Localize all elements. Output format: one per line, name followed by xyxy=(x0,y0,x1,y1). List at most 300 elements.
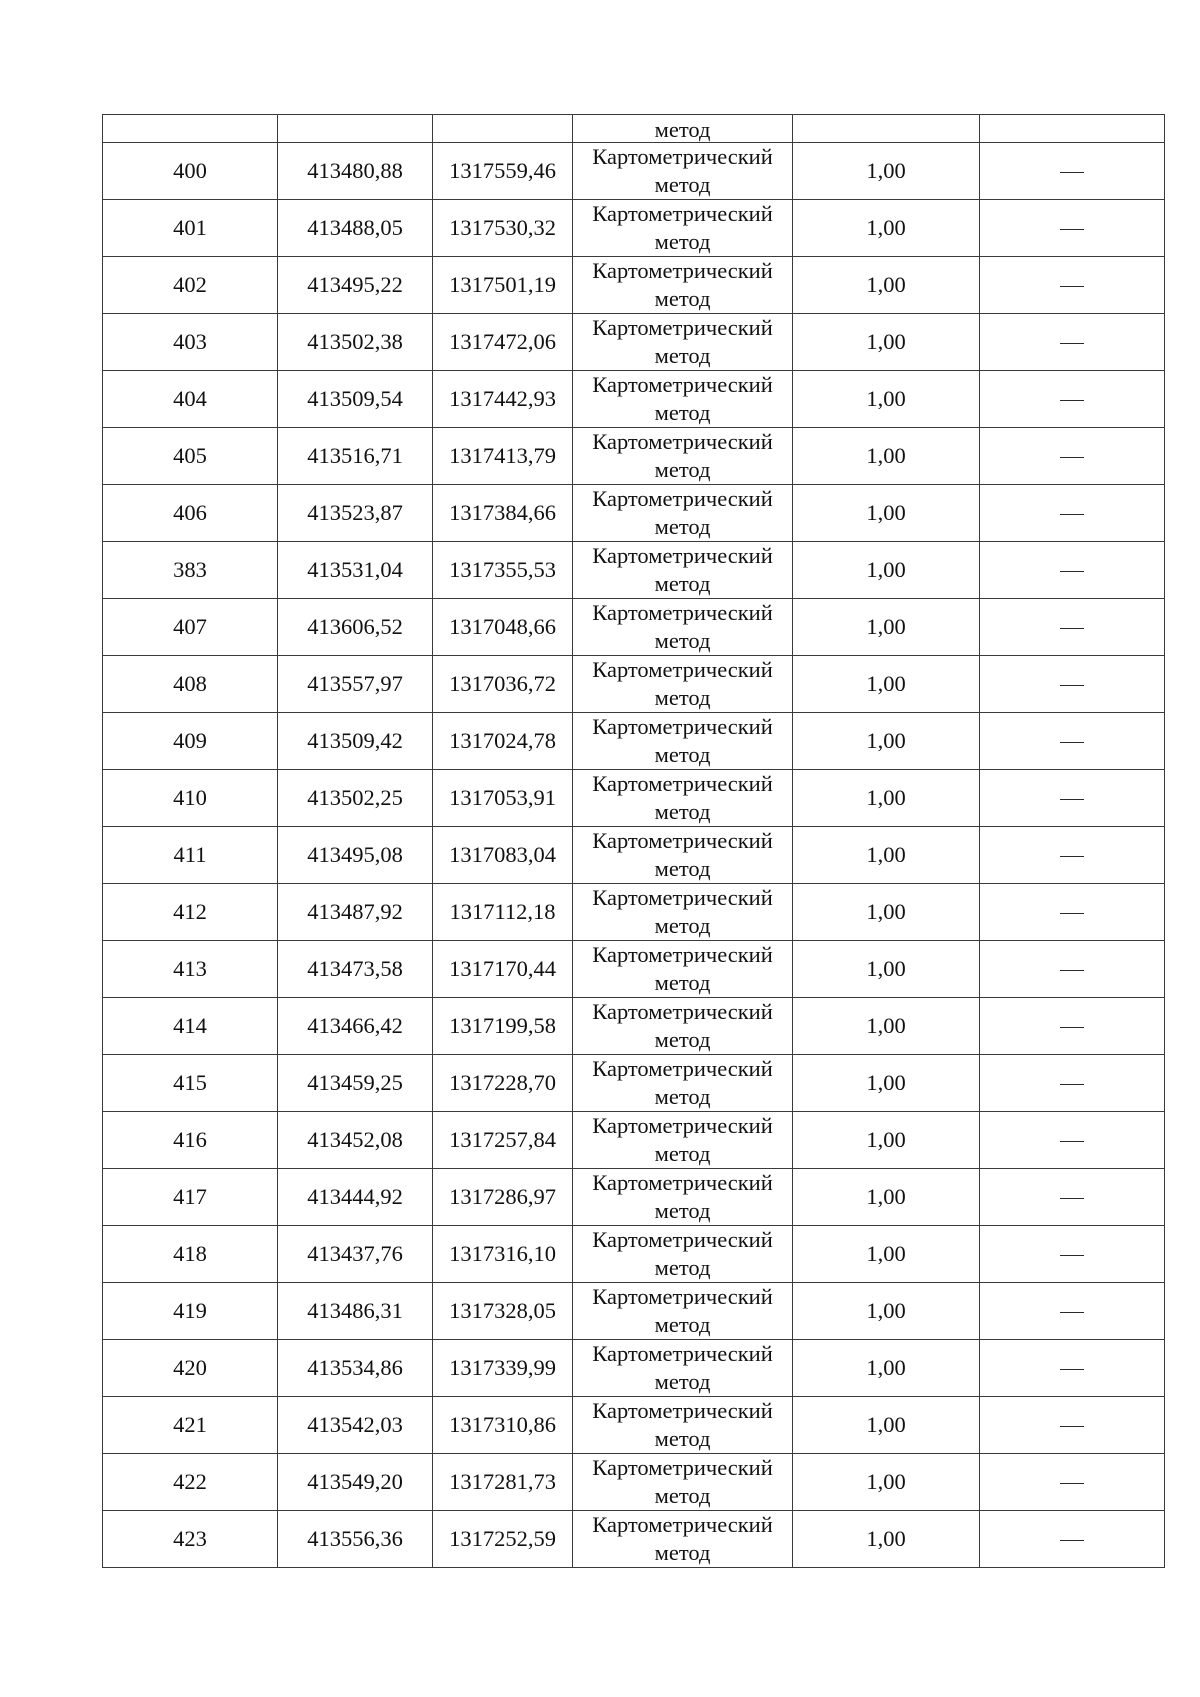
point-number: 414 xyxy=(173,1013,207,1038)
x-cell xyxy=(278,941,433,998)
dash-mark xyxy=(1060,571,1084,572)
point-cell xyxy=(103,314,278,371)
table-row xyxy=(103,1112,1165,1169)
method-line-2: метод xyxy=(654,571,711,596)
method-cell xyxy=(573,656,793,713)
method-cell xyxy=(573,314,793,371)
x-cell xyxy=(278,998,433,1055)
dash-mark xyxy=(1060,1312,1084,1313)
method-line-1: Картометрический xyxy=(592,486,773,511)
y-cell xyxy=(433,941,573,998)
method-cell xyxy=(573,1169,793,1226)
accuracy-value: 1,00 xyxy=(866,842,906,867)
table-row xyxy=(103,200,1165,257)
method-cell xyxy=(573,257,793,314)
x-cell xyxy=(278,1454,433,1511)
method-line-1: Картометрический xyxy=(592,1398,773,1423)
point-cell xyxy=(103,1112,278,1169)
method-line-1: Картометрический xyxy=(592,201,773,226)
table-row xyxy=(103,713,1165,770)
accuracy-value: 1,00 xyxy=(866,557,906,582)
table-body xyxy=(103,115,1165,1568)
y-coordinate: 1317310,86 xyxy=(449,1412,556,1437)
note-cell xyxy=(980,314,1165,371)
method-line-1: Картометрический xyxy=(592,372,773,397)
dash-mark xyxy=(1060,742,1084,743)
y-cell xyxy=(433,314,573,371)
point-number: 418 xyxy=(173,1241,207,1266)
point-cell xyxy=(103,1283,278,1340)
x-cell xyxy=(278,1169,433,1226)
method-text xyxy=(573,314,792,370)
point-cell xyxy=(103,542,278,599)
point-number: 408 xyxy=(173,671,207,696)
accuracy-value: 1,00 xyxy=(866,899,906,924)
method-text xyxy=(573,1340,792,1396)
point-number: 419 xyxy=(173,1298,207,1323)
method-line-2: метод xyxy=(654,970,711,995)
point-number: 400 xyxy=(173,158,207,183)
note-cell xyxy=(980,428,1165,485)
x-cell xyxy=(278,428,433,485)
x-coordinate: 413557,97 xyxy=(307,671,403,696)
table-row xyxy=(103,1511,1165,1568)
x-cell xyxy=(278,770,433,827)
method-cell xyxy=(573,1340,793,1397)
method-text xyxy=(573,542,792,598)
table-row xyxy=(103,1055,1165,1112)
table-row xyxy=(103,143,1165,200)
method-cell xyxy=(573,827,793,884)
point-cell xyxy=(103,1511,278,1568)
point-cell xyxy=(103,257,278,314)
x-cell xyxy=(278,1283,433,1340)
accuracy-value: 1,00 xyxy=(866,158,906,183)
method-text xyxy=(573,599,792,655)
y-coordinate: 1317048,66 xyxy=(449,614,556,639)
y-cell xyxy=(433,115,573,143)
x-cell xyxy=(278,827,433,884)
x-cell xyxy=(278,1340,433,1397)
point-cell xyxy=(103,1340,278,1397)
accuracy-cell xyxy=(793,656,980,713)
y-cell xyxy=(433,485,573,542)
table-row xyxy=(103,827,1165,884)
point-cell xyxy=(103,884,278,941)
dash-mark xyxy=(1060,1141,1084,1142)
method-line-1: Картометрический xyxy=(592,942,773,967)
accuracy-value: 1,00 xyxy=(866,1184,906,1209)
method-cell xyxy=(573,115,793,143)
method-line-2: метод xyxy=(654,742,711,767)
method-line-2: метод xyxy=(654,229,711,254)
x-cell xyxy=(278,884,433,941)
x-coordinate: 413556,36 xyxy=(307,1526,403,1551)
accuracy-value: 1,00 xyxy=(866,956,906,981)
accuracy-cell xyxy=(793,257,980,314)
accuracy-value: 1,00 xyxy=(866,443,906,468)
y-coordinate: 1317199,58 xyxy=(449,1013,556,1038)
y-coordinate: 1317339,99 xyxy=(449,1355,556,1380)
y-cell xyxy=(433,371,573,428)
table-row xyxy=(103,770,1165,827)
method-line-2: метод xyxy=(654,1483,711,1508)
method-line-2: метод xyxy=(654,1426,711,1451)
point-cell xyxy=(103,998,278,1055)
table-row xyxy=(103,542,1165,599)
method-line-2: метод xyxy=(654,400,711,425)
dash-mark xyxy=(1060,229,1084,230)
method-line-1: Картометрический xyxy=(592,999,773,1024)
y-cell xyxy=(433,428,573,485)
y-coordinate: 1317112,18 xyxy=(449,899,556,924)
method-cell xyxy=(573,1397,793,1454)
y-coordinate: 1317228,70 xyxy=(449,1070,556,1095)
y-coordinate: 1317559,46 xyxy=(449,158,556,183)
point-cell xyxy=(103,143,278,200)
table-row xyxy=(103,1226,1165,1283)
note-cell xyxy=(980,1055,1165,1112)
note-cell xyxy=(980,998,1165,1055)
x-cell xyxy=(278,143,433,200)
accuracy-cell xyxy=(793,827,980,884)
y-coordinate: 1317053,91 xyxy=(449,785,556,810)
x-cell xyxy=(278,599,433,656)
note-cell xyxy=(980,770,1165,827)
y-cell xyxy=(433,542,573,599)
y-cell xyxy=(433,1340,573,1397)
x-coordinate: 413542,03 xyxy=(307,1412,403,1437)
table-row xyxy=(103,428,1165,485)
note-cell xyxy=(980,1283,1165,1340)
method-cell xyxy=(573,1283,793,1340)
method-cell xyxy=(573,1226,793,1283)
method-line-1: Картометрический xyxy=(592,1341,773,1366)
method-line-2: метод xyxy=(654,1369,711,1394)
note-cell xyxy=(980,1226,1165,1283)
method-line-2: метод xyxy=(654,799,711,824)
point-cell xyxy=(103,200,278,257)
note-cell xyxy=(980,941,1165,998)
method-text xyxy=(573,257,792,313)
point-cell xyxy=(103,1397,278,1454)
y-coordinate: 1317355,53 xyxy=(449,557,556,582)
method-line-1: Картометрический xyxy=(592,429,773,454)
y-cell xyxy=(433,770,573,827)
method-line-1: Картометрический xyxy=(592,1512,773,1537)
accuracy-value: 1,00 xyxy=(866,386,906,411)
point-cell xyxy=(103,827,278,884)
accuracy-cell xyxy=(793,1055,980,1112)
accuracy-cell xyxy=(793,371,980,428)
point-cell xyxy=(103,1169,278,1226)
x-coordinate: 413495,08 xyxy=(307,842,403,867)
accuracy-cell xyxy=(793,1112,980,1169)
x-cell xyxy=(278,1397,433,1454)
x-coordinate: 413466,42 xyxy=(307,1013,403,1038)
method-line-1: Картометрический xyxy=(592,315,773,340)
point-number: 422 xyxy=(173,1469,207,1494)
y-cell xyxy=(433,1283,573,1340)
y-coordinate: 1317530,32 xyxy=(449,215,556,240)
y-cell xyxy=(433,1112,573,1169)
accuracy-cell xyxy=(793,428,980,485)
y-coordinate: 1317257,84 xyxy=(449,1127,556,1152)
x-cell xyxy=(278,371,433,428)
table-row xyxy=(103,485,1165,542)
accuracy-value: 1,00 xyxy=(866,1070,906,1095)
point-cell xyxy=(103,941,278,998)
accuracy-cell xyxy=(793,1226,980,1283)
method-cell xyxy=(573,143,793,200)
method-line-1: Картометрический xyxy=(592,258,773,283)
accuracy-cell xyxy=(793,1397,980,1454)
dash-mark xyxy=(1060,1255,1084,1256)
point-cell xyxy=(103,1454,278,1511)
y-cell xyxy=(433,1226,573,1283)
y-coordinate: 1317328,05 xyxy=(449,1298,556,1323)
x-coordinate: 413523,87 xyxy=(307,500,403,525)
accuracy-value: 1,00 xyxy=(866,329,906,354)
method-text xyxy=(573,1169,792,1225)
y-coordinate: 1317472,06 xyxy=(449,329,556,354)
y-coordinate: 1317442,93 xyxy=(449,386,556,411)
y-cell xyxy=(433,200,573,257)
dash-mark xyxy=(1060,799,1084,800)
method-line-2: метод xyxy=(654,1084,711,1109)
method-text xyxy=(573,1511,792,1567)
y-coordinate: 1317036,72 xyxy=(449,671,556,696)
method-cell xyxy=(573,371,793,428)
point-number: 417 xyxy=(173,1184,207,1209)
method-line-2: метод xyxy=(654,514,711,539)
y-cell xyxy=(433,257,573,314)
x-cell xyxy=(278,1226,433,1283)
table-row xyxy=(103,941,1165,998)
method-line-2: метод xyxy=(654,172,711,197)
dash-mark xyxy=(1060,970,1084,971)
coordinates-table xyxy=(102,114,1165,1568)
accuracy-value: 1,00 xyxy=(866,1469,906,1494)
y-coordinate: 1317501,19 xyxy=(449,272,556,297)
y-coordinate: 1317252,59 xyxy=(449,1526,556,1551)
method-line-1: Картометрический xyxy=(592,1056,773,1081)
note-cell xyxy=(980,371,1165,428)
method-line-1: Картометрический xyxy=(592,714,773,739)
method-cell xyxy=(573,770,793,827)
accuracy-value: 1,00 xyxy=(866,1298,906,1323)
method-text xyxy=(573,485,792,541)
accuracy-cell xyxy=(793,143,980,200)
accuracy-cell xyxy=(793,1169,980,1226)
dash-mark xyxy=(1060,400,1084,401)
method-line-1: Картометрический xyxy=(592,144,773,169)
method-cell xyxy=(573,713,793,770)
dash-mark xyxy=(1060,457,1084,458)
method-line-2: метод xyxy=(654,685,711,710)
accuracy-cell xyxy=(793,115,980,143)
point-number: 413 xyxy=(173,956,207,981)
table-row xyxy=(103,656,1165,713)
accuracy-cell xyxy=(793,770,980,827)
accuracy-value: 1,00 xyxy=(866,1412,906,1437)
point-number: 412 xyxy=(173,899,207,924)
y-cell xyxy=(433,827,573,884)
note-cell xyxy=(980,1397,1165,1454)
method-line-1: Картометрический xyxy=(592,828,773,853)
method-text xyxy=(573,371,792,427)
note-cell xyxy=(980,599,1165,656)
method-line-2: метод xyxy=(654,1540,711,1565)
table-row xyxy=(103,1169,1165,1226)
method-text xyxy=(573,143,792,199)
point-cell xyxy=(103,770,278,827)
dash-mark xyxy=(1060,1540,1084,1541)
x-coordinate: 413534,86 xyxy=(307,1355,403,1380)
x-coordinate: 413437,76 xyxy=(307,1241,403,1266)
table-row xyxy=(103,314,1165,371)
point-number: 403 xyxy=(173,329,207,354)
y-cell xyxy=(433,1055,573,1112)
dash-mark xyxy=(1060,856,1084,857)
x-coordinate: 413502,38 xyxy=(307,329,403,354)
table-row xyxy=(103,1340,1165,1397)
point-number: 407 xyxy=(173,614,207,639)
point-cell xyxy=(103,1226,278,1283)
point-cell xyxy=(103,1055,278,1112)
accuracy-cell xyxy=(793,713,980,770)
method-text xyxy=(573,428,792,484)
x-cell xyxy=(278,656,433,713)
note-cell xyxy=(980,713,1165,770)
point-number: 406 xyxy=(173,500,207,525)
method-cell xyxy=(573,1055,793,1112)
accuracy-value: 1,00 xyxy=(866,614,906,639)
point-number: 404 xyxy=(173,386,207,411)
y-cell xyxy=(433,998,573,1055)
dash-mark xyxy=(1060,913,1084,914)
y-cell xyxy=(433,656,573,713)
note-cell xyxy=(980,485,1165,542)
method-text: метод xyxy=(654,117,711,142)
x-coordinate: 413495,22 xyxy=(307,272,403,297)
point-cell xyxy=(103,599,278,656)
method-line-1: Картометрический xyxy=(592,543,773,568)
dash-mark xyxy=(1060,172,1084,173)
x-cell xyxy=(278,200,433,257)
x-coordinate: 413502,25 xyxy=(307,785,403,810)
point-number: 421 xyxy=(173,1412,207,1437)
accuracy-value: 1,00 xyxy=(866,1013,906,1038)
method-cell xyxy=(573,428,793,485)
point-cell xyxy=(103,656,278,713)
method-line-1: Картометрический xyxy=(592,1284,773,1309)
note-cell xyxy=(980,1169,1165,1226)
x-cell xyxy=(278,485,433,542)
method-line-2: метод xyxy=(654,913,711,938)
note-cell xyxy=(980,827,1165,884)
accuracy-value: 1,00 xyxy=(866,272,906,297)
note-cell xyxy=(980,143,1165,200)
method-line-2: метод xyxy=(654,457,711,482)
x-coordinate: 413452,08 xyxy=(307,1127,403,1152)
dash-mark xyxy=(1060,628,1084,629)
note-cell xyxy=(980,884,1165,941)
x-coordinate: 413509,42 xyxy=(307,728,403,753)
dash-mark xyxy=(1060,1369,1084,1370)
method-line-2: метод xyxy=(654,1027,711,1052)
method-line-1: Картометрический xyxy=(592,1227,773,1252)
dash-mark xyxy=(1060,685,1084,686)
accuracy-cell xyxy=(793,542,980,599)
method-cell xyxy=(573,1112,793,1169)
method-text xyxy=(573,1226,792,1282)
method-text xyxy=(573,884,792,940)
method-text xyxy=(573,656,792,712)
y-cell xyxy=(433,1397,573,1454)
accuracy-cell xyxy=(793,1340,980,1397)
x-coordinate: 413509,54 xyxy=(307,386,403,411)
method-text xyxy=(573,998,792,1054)
method-text xyxy=(573,1454,792,1510)
x-cell xyxy=(278,1112,433,1169)
note-cell xyxy=(980,542,1165,599)
method-cell xyxy=(573,542,793,599)
method-text xyxy=(573,1397,792,1453)
note-cell xyxy=(980,1511,1165,1568)
accuracy-cell xyxy=(793,1511,980,1568)
y-cell xyxy=(433,143,573,200)
method-line-1: Картометрический xyxy=(592,1455,773,1480)
x-coordinate: 413480,88 xyxy=(307,158,403,183)
table-row xyxy=(103,1397,1165,1454)
x-coordinate: 413459,25 xyxy=(307,1070,403,1095)
y-coordinate: 1317083,04 xyxy=(449,842,556,867)
table-row xyxy=(103,1454,1165,1511)
point-cell xyxy=(103,371,278,428)
point-number: 416 xyxy=(173,1127,207,1152)
x-cell xyxy=(278,314,433,371)
method-line-2: метод xyxy=(654,1312,711,1337)
point-number: 409 xyxy=(173,728,207,753)
table-row xyxy=(103,884,1165,941)
y-coordinate: 1317286,97 xyxy=(449,1184,556,1209)
y-cell xyxy=(433,884,573,941)
point-cell xyxy=(103,428,278,485)
accuracy-value: 1,00 xyxy=(866,1241,906,1266)
dash-mark xyxy=(1060,1426,1084,1427)
point-cell xyxy=(103,485,278,542)
table-row xyxy=(103,257,1165,314)
point-number: 415 xyxy=(173,1070,207,1095)
method-cell xyxy=(573,485,793,542)
dash-mark xyxy=(1060,514,1084,515)
method-line-2: метод xyxy=(654,1198,711,1223)
method-text xyxy=(573,1055,792,1111)
method-line-2: метод xyxy=(654,343,711,368)
x-cell xyxy=(278,1511,433,1568)
method-line-1: Картометрический xyxy=(592,1170,773,1195)
dash-mark xyxy=(1060,343,1084,344)
y-cell xyxy=(433,1454,573,1511)
method-line-1: Картометрический xyxy=(592,771,773,796)
method-line-1: Картометрический xyxy=(592,600,773,625)
method-cell xyxy=(573,200,793,257)
x-coordinate: 413606,52 xyxy=(307,614,403,639)
accuracy-value: 1,00 xyxy=(866,215,906,240)
dash-mark xyxy=(1060,286,1084,287)
method-line-2: метод xyxy=(654,628,711,653)
